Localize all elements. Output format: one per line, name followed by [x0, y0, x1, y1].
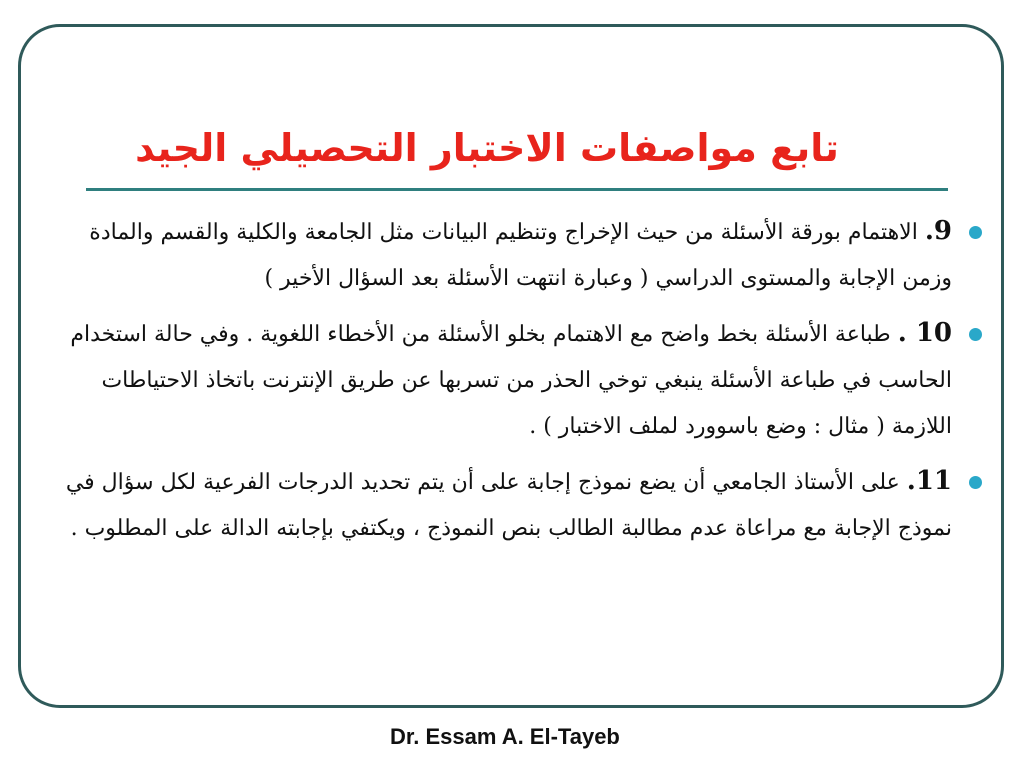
bullet-dot-icon — [969, 476, 982, 489]
bullet-item-11 — [46, 458, 986, 552]
bullet-list — [46, 208, 986, 560]
bullet-item-9 — [46, 208, 986, 302]
bullet-text: الاهتمام بورقة الأسئلة من حيث الإخراج وتنظيم البيانات مثل الجامعة والكلية والقسم والمادة وزمن الإجابة والمستوى الدراسي ( وعبارة انتهت الأسئلة بعد السؤال الأخير ) — [89, 220, 952, 291]
slide-title: تابع مواصفات الاختبار التحصيلي الجيد — [135, 126, 839, 170]
bullet-number: 9. — [924, 216, 952, 246]
bullet-item-10 — [46, 310, 986, 450]
title-divider — [86, 188, 948, 191]
bullet-number: 10 . — [897, 318, 952, 348]
bullet-dot-icon — [969, 328, 982, 341]
bullet-text: طباعة الأسئلة بخط واضح مع الاهتمام بخلو الأسئلة من الأخطاء اللغوية . وفي حالة استخدام الحاسب في طباعة الأسئلة ينبغي توخي الحذر من تسربها عن طريق الإنترنت باتخاذ الاحتياطات اللازمة ( مثال : وضع باسوورد لملف الاختبار ) . — [70, 322, 952, 439]
bullet-dot-icon — [969, 226, 982, 239]
bullet-number: 11. — [906, 466, 952, 496]
bullet-text: على الأستاذ الجامعي أن يضع نموذج إجابة على أن يتم تحديد الدرجات الفرعية لكل سؤال في نموذج الإجابة مع مراعاة عدم مطالبة الطالب بنص النموذج ، ويكتفي بإجابته الدالة على المطلوب . — [65, 470, 952, 541]
footer-author: Dr. Essam A. El-Tayeb — [390, 724, 620, 749]
